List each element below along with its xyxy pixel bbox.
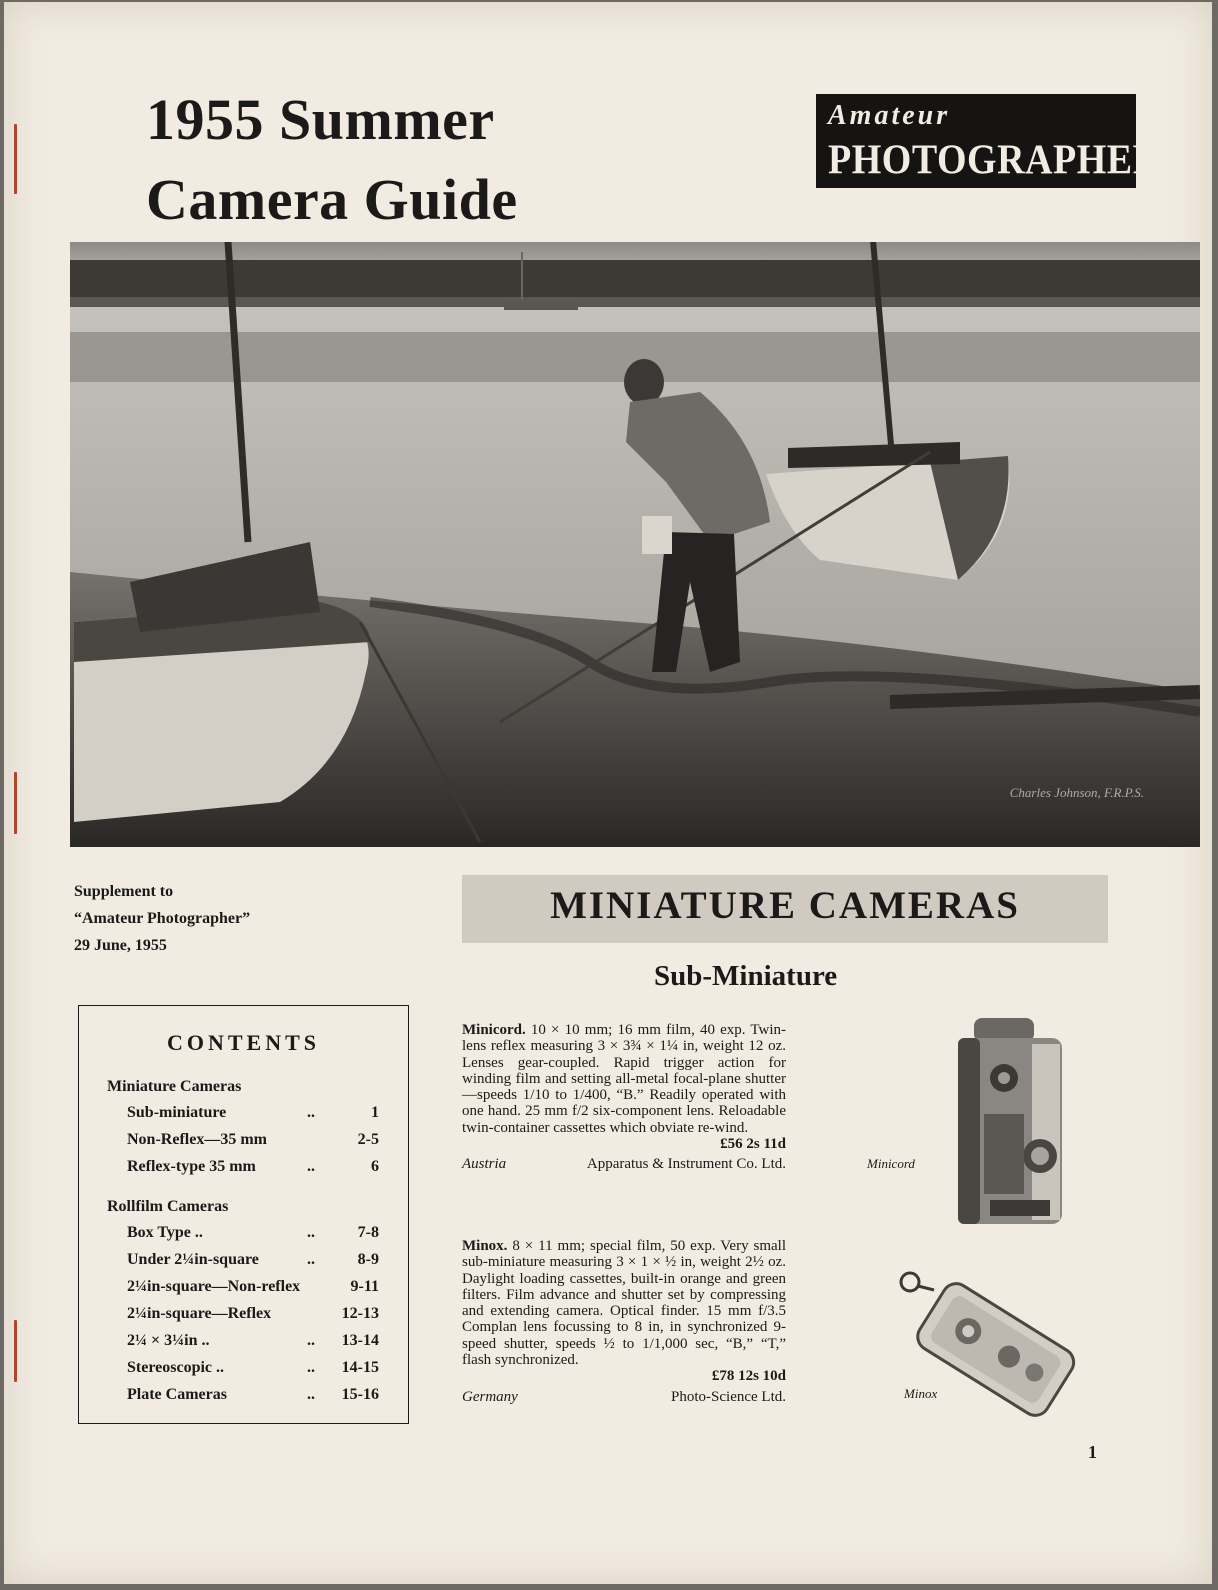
minicord-camera-icon bbox=[954, 1014, 1078, 1230]
section-title: MINIATURE CAMERAS bbox=[550, 884, 1020, 927]
contents-page: 2-5 bbox=[357, 1131, 379, 1148]
supplement-note bbox=[74, 878, 250, 959]
masthead-logo bbox=[816, 94, 1161, 188]
contents-row[interactable] bbox=[127, 1131, 379, 1158]
page-number: 1 bbox=[1088, 1442, 1097, 1462]
camera-description: 8 × 11 mm; special film, 50 exp. Very small sub-miniature measuring 3 × 1 × ½ in, weight 2½ oz. Daylight loading cassettes, built-in orange and green filters. Film advance and shutter set by compressing and extending camera. Optical finder. 15 mm f/3.5 Complan lens focussing to 8 in, in synchronized 9-speed shutter, speeds ½ to 1/1,000 sec, “B,” “T,” flash synchronized. bbox=[462, 1238, 786, 1369]
contents-label: 2¼in-square—Reflex bbox=[127, 1305, 272, 1322]
contents-label: Non-Reflex—35 mm bbox=[127, 1131, 267, 1148]
contents-heading: CONTENTS bbox=[166, 1030, 321, 1055]
contents-page: 1 bbox=[371, 1104, 379, 1121]
contents-row[interactable] bbox=[127, 1251, 379, 1278]
supplement-line: “Amateur Photographer” bbox=[74, 910, 251, 927]
camera-maker-line bbox=[462, 1156, 786, 1172]
staple-mark bbox=[14, 772, 17, 834]
contents-row[interactable] bbox=[127, 1278, 379, 1305]
contents-label: Plate Cameras bbox=[127, 1386, 227, 1403]
contents-row[interactable] bbox=[127, 1359, 379, 1386]
contents-dots: .. bbox=[307, 1359, 315, 1376]
photographer-on-beach-illustration bbox=[70, 242, 1200, 847]
contents-label: Reflex-type 35 mm bbox=[127, 1158, 256, 1175]
camera-maker-line bbox=[462, 1389, 786, 1405]
contents-page: 15-16 bbox=[341, 1386, 379, 1403]
staple-mark bbox=[14, 124, 17, 194]
camera-country: Germany bbox=[462, 1388, 518, 1405]
camera-entry-minox bbox=[462, 1238, 786, 1405]
contents-dots: .. bbox=[307, 1251, 315, 1268]
photo-credit: Charles Johnson, F.R.P.S. bbox=[1009, 785, 1144, 800]
contents-dots: .. bbox=[307, 1104, 315, 1121]
camera-description: 10 × 10 mm; 16 mm film, 40 exp. Twin-lens reflex measuring 3 × 3¾ × 1¼ in, weight 12 oz. Lenses gear-coupled. Rapid trigger action for winding film and setting all-metal focal-plane shutter—speeds 1/10 to 1/400, “B.” Readily operated with one hand. 25 mm f/2 six-component lens. Reloadable twin-container cassettes which obviate re-wind. bbox=[462, 1022, 787, 1136]
title-line-2: Camera Guide bbox=[146, 167, 518, 232]
contents-page: 14-15 bbox=[341, 1359, 379, 1376]
contents-label: 2¼in-square—Non-reflex bbox=[127, 1278, 301, 1295]
camera-entry-minicord bbox=[462, 1022, 786, 1173]
supplement-line: Supplement to bbox=[74, 883, 174, 900]
contents-label: 2¼ × 3¼in .. bbox=[127, 1332, 210, 1349]
camera-price: £78 12s 10d bbox=[711, 1368, 786, 1385]
contents-page: 12-13 bbox=[341, 1305, 379, 1322]
camera-name: Minicord. bbox=[462, 1022, 526, 1038]
contents-label: Sub-miniature bbox=[127, 1104, 227, 1121]
contents-row[interactable] bbox=[127, 1224, 379, 1251]
cover-photo bbox=[70, 242, 1200, 847]
contents-dots: .. bbox=[307, 1158, 315, 1175]
camera-price: £56 2s 11d bbox=[720, 1136, 786, 1153]
contents-row[interactable] bbox=[127, 1158, 379, 1185]
contents-page: 13-14 bbox=[341, 1332, 379, 1349]
contents-group-title: Rollfilm Cameras bbox=[107, 1198, 229, 1215]
contents-page: 9-11 bbox=[350, 1278, 379, 1295]
camera-name: Minox. bbox=[462, 1238, 508, 1254]
contents-box bbox=[78, 1005, 409, 1424]
contents-row[interactable] bbox=[127, 1332, 379, 1359]
masthead-line-2: PHOTOGRAPHER bbox=[828, 137, 1161, 184]
contents-dots: .. bbox=[307, 1224, 315, 1241]
contents-row[interactable] bbox=[127, 1386, 379, 1413]
contents-page: 8-9 bbox=[357, 1251, 379, 1268]
masthead-line-1: Amateur bbox=[828, 100, 951, 131]
title-line-1: 1955 Summer bbox=[146, 87, 495, 152]
section-heading-band bbox=[462, 875, 1108, 943]
contents-dots: .. bbox=[307, 1332, 315, 1349]
contents-label: Stereoscopic .. bbox=[127, 1359, 225, 1376]
contents-page: 6 bbox=[371, 1158, 379, 1175]
caption-minox: Minox bbox=[904, 1386, 938, 1401]
contents-label: Box Type .. bbox=[127, 1224, 203, 1241]
section-subtitle: Sub-Miniature bbox=[654, 960, 838, 992]
camera-country: Austria bbox=[462, 1156, 507, 1173]
contents-group-title: Miniature Cameras bbox=[107, 1078, 242, 1095]
guide-title bbox=[146, 80, 518, 240]
supplement-date: 29 June, 1955 bbox=[74, 937, 167, 954]
camera-maker: Apparatus & Instrument Co. Ltd. bbox=[586, 1156, 786, 1173]
staple-mark bbox=[14, 1320, 17, 1382]
magazine-page bbox=[4, 2, 1212, 1584]
contents-row[interactable] bbox=[127, 1305, 379, 1332]
contents-dots: .. bbox=[307, 1386, 315, 1403]
caption-minicord: Minicord bbox=[867, 1156, 915, 1171]
camera-maker: Photo-Science Ltd. bbox=[671, 1388, 786, 1405]
contents-row[interactable] bbox=[127, 1104, 379, 1131]
contents-page: 7-8 bbox=[357, 1224, 379, 1241]
contents-label: Under 2¼in-square bbox=[127, 1251, 259, 1268]
